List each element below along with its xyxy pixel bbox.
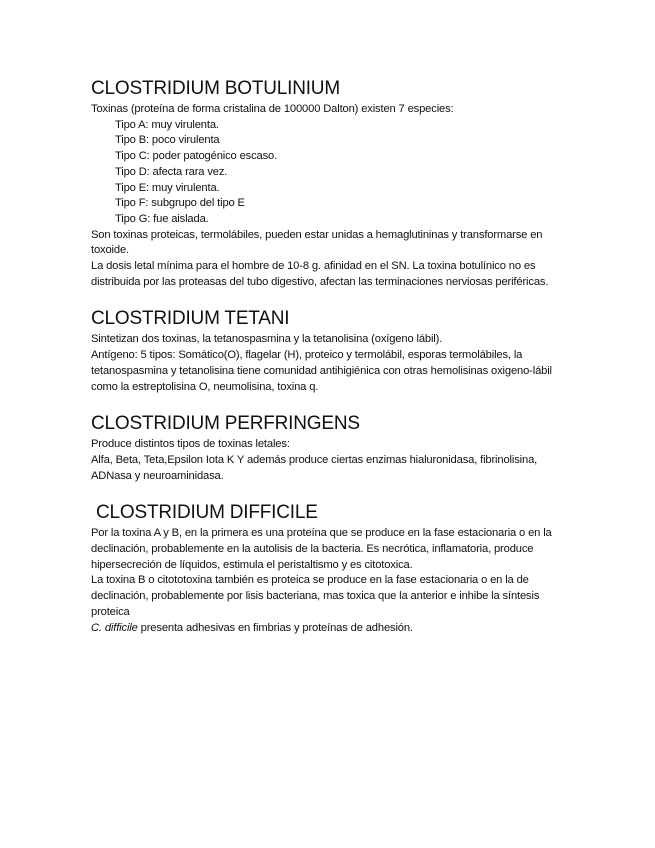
closing-text: presenta adhesivas en fimbrias y proteínas de adhesión. xyxy=(137,621,413,634)
section-botulinium xyxy=(91,78,571,290)
list-item: Tipo C: poder patogénico escaso. xyxy=(115,150,278,163)
paragraph: Antígeno: 5 tipos: Somático(O), flagelar (H), proteico y termolábil, esporas termolábiles, la tetanospasmina y tetanolisina tiene comunidad antihigiénica con otras hemolisinas oxigeno-lábil como la estreptolisina O, neumolisina, toxina q. xyxy=(91,349,552,393)
list-item: Tipo B: poco virulenta xyxy=(115,134,220,147)
paragraph: La dosis letal mínima para el hombre de 10-8 g. afinidad en el SN. La toxina botulínico no es distribuida por las proteasas del tubo digestivo, afectan las terminaciones nerviosas periféricas. xyxy=(91,260,549,288)
paragraph: Toxinas (proteína de forma cristalina de 100000 Dalton) existen 7 especies: xyxy=(91,103,454,115)
section-tetani xyxy=(91,308,571,395)
list-item: Tipo D: afecta rara vez. xyxy=(115,165,228,178)
paragraph: Produce distintos tipos de toxinas letales: xyxy=(91,438,290,451)
list-item: Tipo G: fue aislada. xyxy=(115,212,209,225)
paragraph: Sintetizan dos toxinas, la tetanospasmina y la tetanolisina (oxígeno lábil). xyxy=(91,333,443,346)
section-heading: CLOSTRIDIUM TETANI xyxy=(91,308,290,330)
paragraph: La toxina B o citototoxina también es proteica se produce en la fase estacionaria o en la de declinación, probablemente por lisis bacteriana, mas toxica que la anterior e inhibe la síntesis proteica xyxy=(91,574,540,618)
list-item: Tipo A: muy virulenta. xyxy=(115,118,219,131)
section-perfringens xyxy=(91,413,571,484)
paragraph: Son toxinas proteicas, termolábiles, pueden estar unidas a hemaglutininas y transformarse en toxoide. xyxy=(91,228,543,257)
closing-paragraph xyxy=(91,621,571,637)
section-heading: CLOSTRIDIUM PERFRINGENS xyxy=(91,413,360,435)
paragraph: Alfa, Beta, Teta,Epsilon Iota K Y además produce ciertas enzimas hialuronidasa, fibrinolisina, ADNasa y neuroaminidasa. xyxy=(91,453,538,482)
species-name: C. difficile xyxy=(91,621,138,634)
toxin-type-list xyxy=(91,118,571,228)
section-heading: CLOSTRIDIUM DIFFICILE xyxy=(96,502,318,524)
list-item: Tipo F: subgrupo del tipo E xyxy=(115,197,245,210)
list-item: Tipo E: muy virulenta. xyxy=(115,181,220,194)
paragraph: Por la toxina A y B, en la primera es una proteína que se produce en la fase estacionaria o en la declinación, probablemente en la autolisis de la bacteria. Es necrótica, inflamatoria, produce hipersecreción de líquidos, estimula el peristaltismo y es citotoxica. xyxy=(91,527,552,571)
document-page xyxy=(91,78,571,654)
section-difficile xyxy=(91,502,571,636)
section-heading: CLOSTRIDIUM BOTULINIUM xyxy=(91,78,340,99)
